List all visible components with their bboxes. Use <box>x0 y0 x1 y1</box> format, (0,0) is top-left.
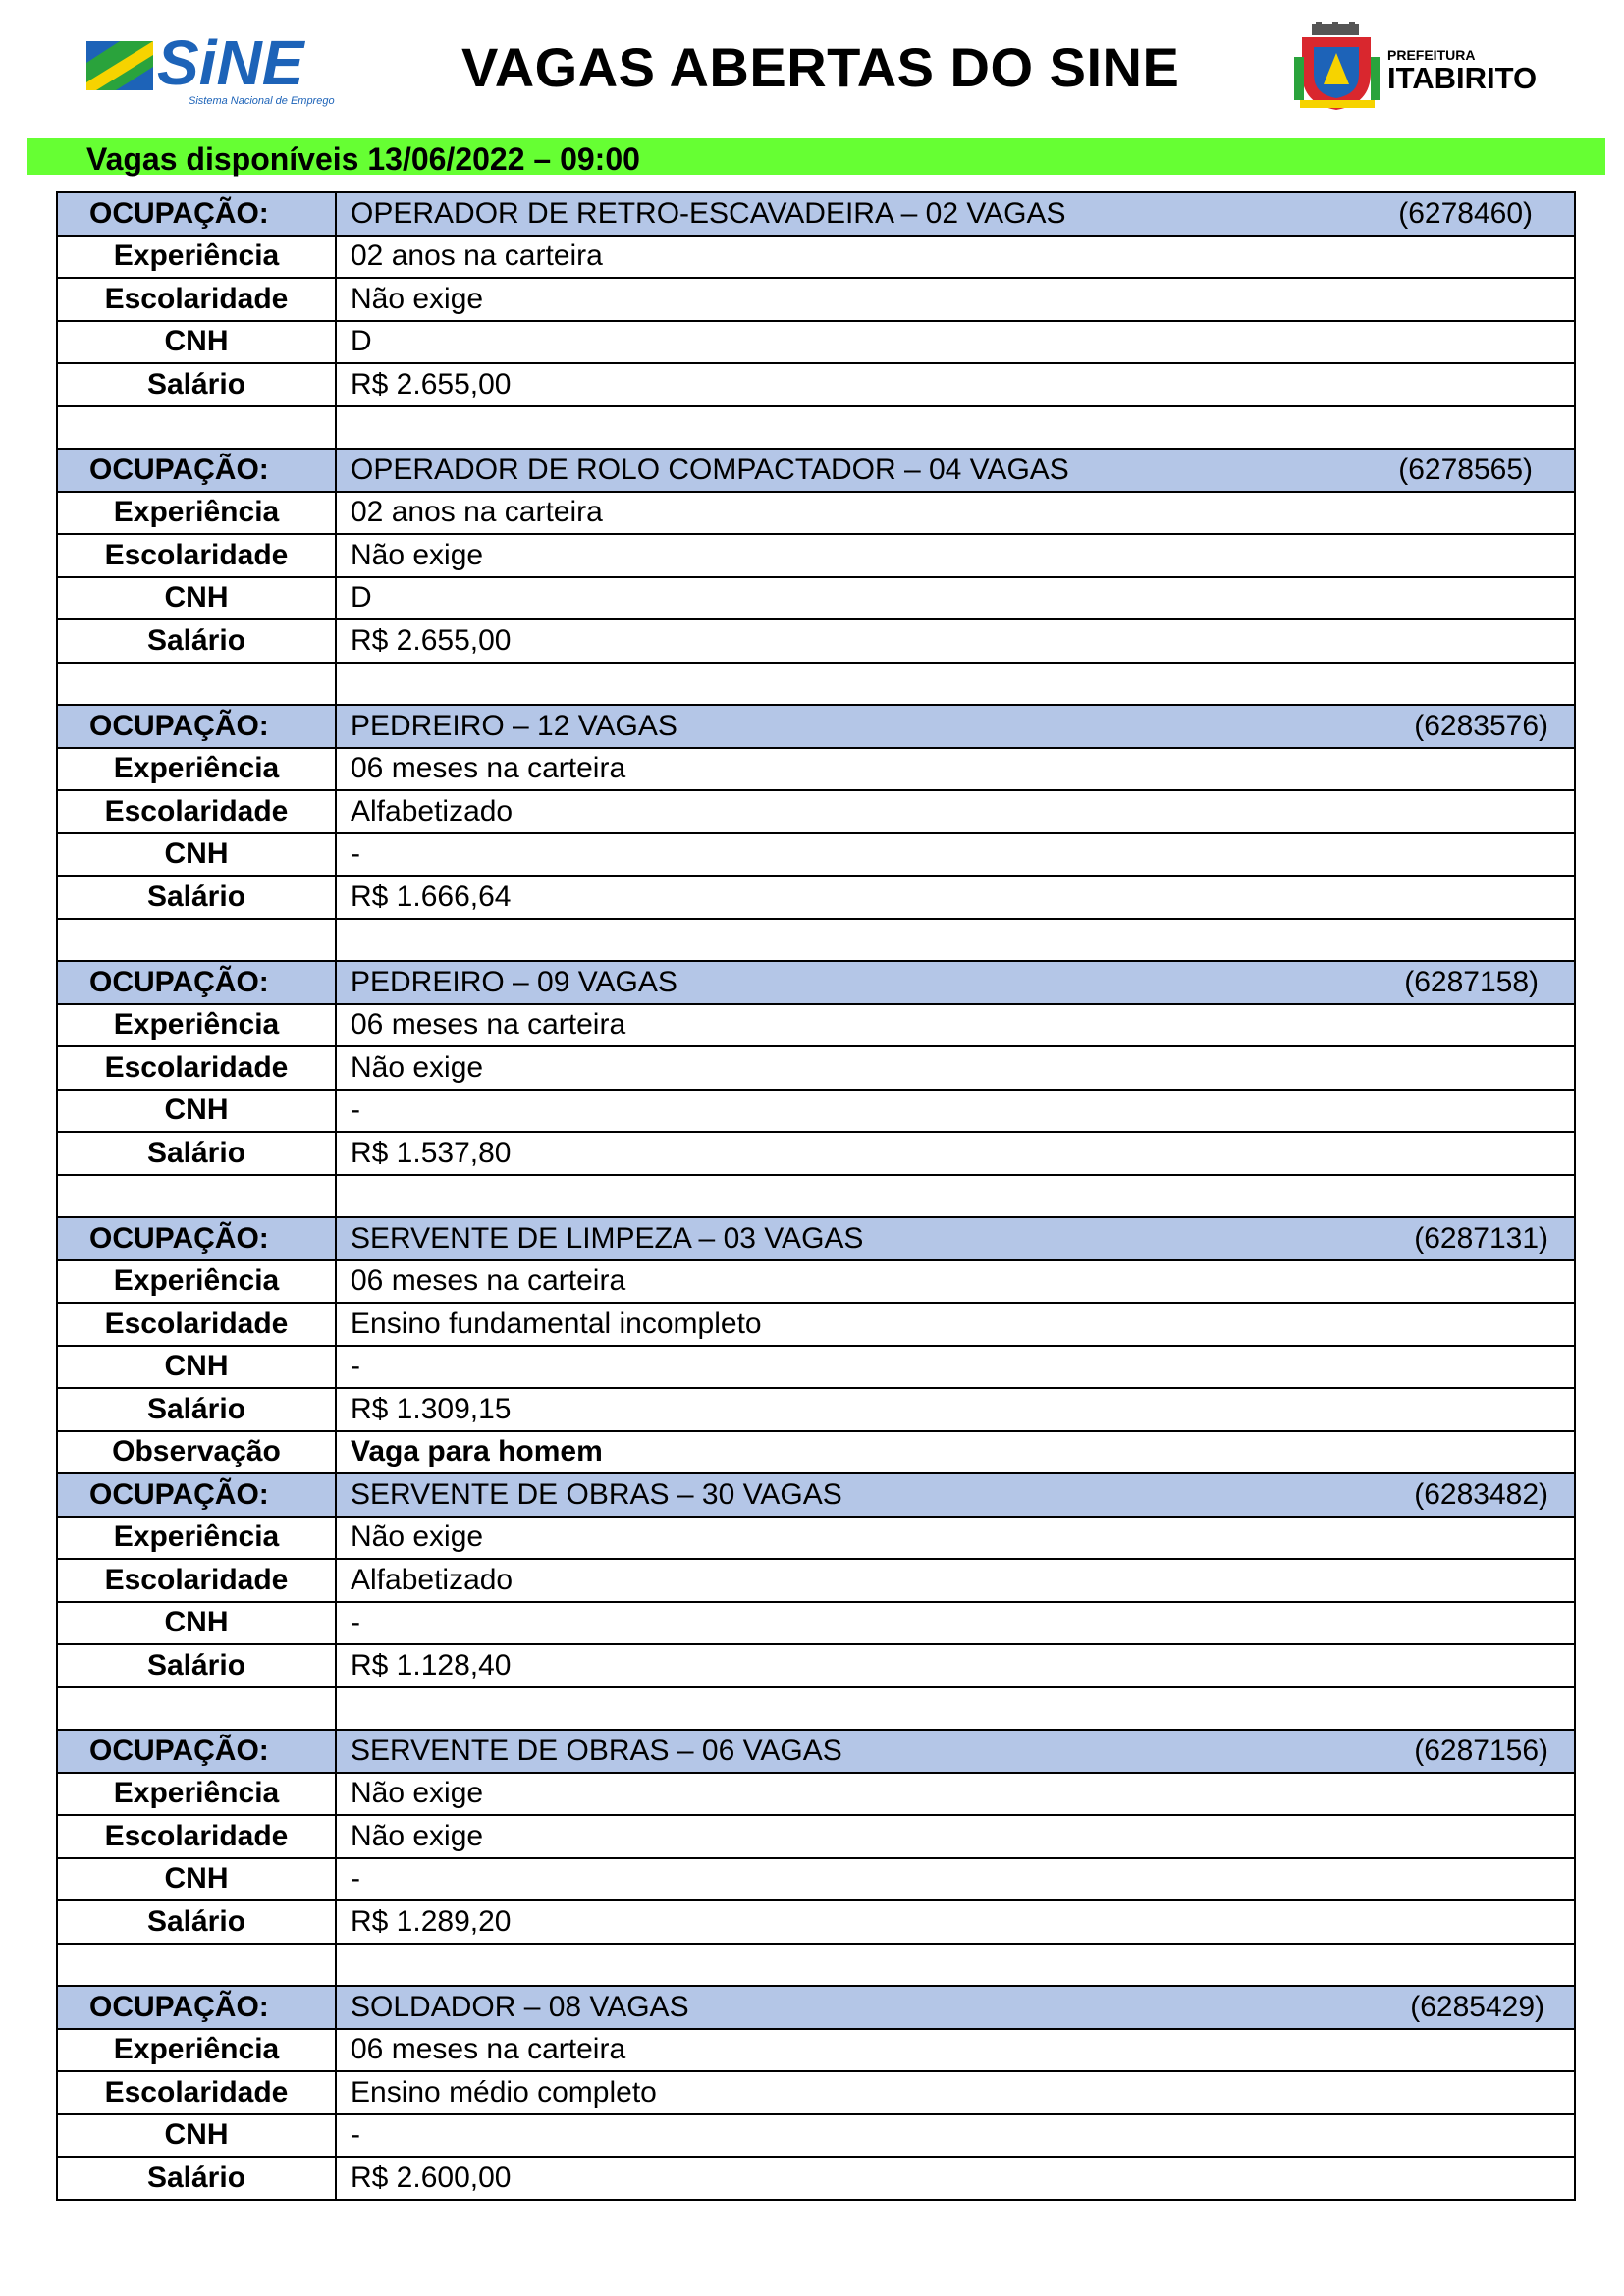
page-header <box>0 0 1624 137</box>
job-occupation-row <box>57 705 1575 748</box>
education-value: Não exige <box>336 1046 1575 1090</box>
education-label: Escolaridade <box>57 534 336 577</box>
job-code: (6287131) <box>1414 1221 1548 1255</box>
cnh-label: CNH <box>57 1090 336 1133</box>
education-label: Escolaridade <box>57 790 336 833</box>
experience-label: Experiência <box>57 236 336 279</box>
prefeitura-logo <box>1294 22 1549 115</box>
job-code: (6283482) <box>1414 1477 1548 1511</box>
job-experience-row <box>57 1517 1575 1560</box>
cnh-label: CNH <box>57 321 336 364</box>
job-cnh-row <box>57 2114 1575 2158</box>
job-salary-row <box>57 1132 1575 1175</box>
job-code: (6287158) <box>1404 965 1539 998</box>
education-label: Escolaridade <box>57 1815 336 1858</box>
education-value: Alfabetizado <box>336 1559 1575 1602</box>
education-value: Alfabetizado <box>336 790 1575 833</box>
education-label: Escolaridade <box>57 2071 336 2114</box>
observation-label: Observação <box>57 1431 336 1474</box>
job-experience-row <box>57 236 1575 279</box>
occupation-cell <box>336 1986 1575 2029</box>
job-salary-row <box>57 876 1575 919</box>
job-observation-row <box>57 1431 1575 1474</box>
salary-label: Salário <box>57 1900 336 1944</box>
occupation-title: PEDREIRO – 09 VAGAS <box>351 965 677 998</box>
job-experience-row <box>57 748 1575 791</box>
experience-label: Experiência <box>57 492 336 535</box>
experience-value: 06 meses na carteira <box>336 2029 1575 2072</box>
occupation-cell <box>336 1473 1575 1517</box>
cnh-value: D <box>336 321 1575 364</box>
sine-logo-text: SiNE <box>157 27 304 98</box>
occupation-cell <box>336 449 1575 492</box>
occupation-label: OCUPAÇÃO: <box>57 1986 336 2029</box>
prefeitura-name: ITABIRITO <box>1387 61 1538 95</box>
spacer-row <box>57 1687 1575 1731</box>
occupation-label: OCUPAÇÃO: <box>57 192 336 236</box>
cnh-value: D <box>336 577 1575 620</box>
salary-value: R$ 2.655,00 <box>336 619 1575 663</box>
job-experience-row <box>57 492 1575 535</box>
job-education-row <box>57 2071 1575 2114</box>
education-label: Escolaridade <box>57 278 336 321</box>
job-occupation-row <box>57 192 1575 236</box>
education-value: Ensino médio completo <box>336 2071 1575 2114</box>
job-cnh-row <box>57 321 1575 364</box>
cnh-value: - <box>336 1090 1575 1133</box>
availability-banner <box>27 138 1605 175</box>
job-cnh-row <box>57 1602 1575 1645</box>
job-cnh-row <box>57 577 1575 620</box>
occupation-title: SERVENTE DE LIMPEZA – 03 VAGAS <box>351 1221 864 1255</box>
job-code: (6278460) <box>1398 196 1533 230</box>
education-value: Não exige <box>336 1815 1575 1858</box>
cnh-label: CNH <box>57 833 336 877</box>
spacer-row <box>57 406 1575 450</box>
job-experience-row <box>57 1260 1575 1304</box>
cnh-value: - <box>336 833 1575 877</box>
sine-logo <box>86 24 371 114</box>
salary-value: R$ 1.289,20 <box>336 1900 1575 1944</box>
cnh-value: - <box>336 1346 1575 1389</box>
occupation-title: SOLDADOR – 08 VAGAS <box>351 1990 689 2023</box>
education-value: Não exige <box>336 278 1575 321</box>
occupation-title: OPERADOR DE ROLO COMPACTADOR – 04 VAGAS <box>351 453 1069 486</box>
job-education-row <box>57 1815 1575 1858</box>
job-occupation-row <box>57 1730 1575 1773</box>
job-code: (6287156) <box>1414 1734 1548 1767</box>
experience-label: Experiência <box>57 1004 336 1047</box>
job-education-row <box>57 278 1575 321</box>
spacer-row <box>57 1175 1575 1218</box>
occupation-label: OCUPAÇÃO: <box>57 1217 336 1260</box>
job-code: (6278565) <box>1398 453 1533 486</box>
job-code: (6283576) <box>1414 709 1548 742</box>
education-label: Escolaridade <box>57 1303 336 1346</box>
spacer-row <box>57 1944 1575 1987</box>
spacer-row <box>57 663 1575 706</box>
prefeitura-label: PREFEITURA <box>1387 47 1476 63</box>
occupation-cell <box>336 192 1575 236</box>
occupation-label: OCUPAÇÃO: <box>57 449 336 492</box>
salary-label: Salário <box>57 876 336 919</box>
job-cnh-row <box>57 1346 1575 1389</box>
salary-label: Salário <box>57 1388 336 1431</box>
education-label: Escolaridade <box>57 1559 336 1602</box>
job-cnh-row <box>57 1090 1575 1133</box>
job-education-row <box>57 790 1575 833</box>
education-value: Não exige <box>336 534 1575 577</box>
job-cnh-row <box>57 833 1575 877</box>
salary-label: Salário <box>57 1132 336 1175</box>
job-code: (6285429) <box>1410 1990 1544 2023</box>
coat-of-arms-icon <box>1294 22 1380 112</box>
cnh-label: CNH <box>57 577 336 620</box>
experience-value: 06 meses na carteira <box>336 748 1575 791</box>
job-salary-row <box>57 619 1575 663</box>
cnh-value: - <box>336 2114 1575 2158</box>
cnh-label: CNH <box>57 1602 336 1645</box>
salary-value: R$ 1.537,80 <box>336 1132 1575 1175</box>
job-experience-row <box>57 1773 1575 1816</box>
salary-label: Salário <box>57 2157 336 2200</box>
banner-text: Vagas disponíveis 13/06/2022 – 09:00 <box>86 141 640 177</box>
experience-value: 02 anos na carteira <box>336 492 1575 535</box>
occupation-label: OCUPAÇÃO: <box>57 1473 336 1517</box>
occupation-title: SERVENTE DE OBRAS – 30 VAGAS <box>351 1477 842 1511</box>
job-education-row <box>57 534 1575 577</box>
experience-value: 06 meses na carteira <box>336 1004 1575 1047</box>
experience-value: Não exige <box>336 1517 1575 1560</box>
job-salary-row <box>57 363 1575 406</box>
job-salary-row <box>57 1644 1575 1687</box>
jobs-table <box>56 191 1576 2201</box>
experience-label: Experiência <box>57 1773 336 1816</box>
job-occupation-row <box>57 961 1575 1004</box>
occupation-label: OCUPAÇÃO: <box>57 705 336 748</box>
salary-value: R$ 1.666,64 <box>336 876 1575 919</box>
salary-value: R$ 2.655,00 <box>336 363 1575 406</box>
page-title: VAGAS ABERTAS DO SINE <box>461 36 1180 98</box>
education-value: Ensino fundamental incompleto <box>336 1303 1575 1346</box>
occupation-title: SERVENTE DE OBRAS – 06 VAGAS <box>351 1734 842 1767</box>
job-education-row <box>57 1559 1575 1602</box>
experience-value: 06 meses na carteira <box>336 1260 1575 1304</box>
experience-label: Experiência <box>57 1517 336 1560</box>
spacer-row <box>57 919 1575 962</box>
occupation-label: OCUPAÇÃO: <box>57 1730 336 1773</box>
job-experience-row <box>57 2029 1575 2072</box>
salary-label: Salário <box>57 619 336 663</box>
occupation-cell <box>336 1730 1575 1773</box>
cnh-label: CNH <box>57 1346 336 1389</box>
job-occupation-row <box>57 449 1575 492</box>
observation-value: Vaga para homem <box>336 1431 1575 1474</box>
occupation-title: OPERADOR DE RETRO-ESCAVADEIRA – 02 VAGAS <box>351 196 1066 230</box>
job-cnh-row <box>57 1858 1575 1901</box>
occupation-title: PEDREIRO – 12 VAGAS <box>351 709 677 742</box>
sine-logo-subtitle: Sistema Nacional de Emprego <box>189 95 335 107</box>
job-salary-row <box>57 1900 1575 1944</box>
cnh-value: - <box>336 1858 1575 1901</box>
experience-label: Experiência <box>57 2029 336 2072</box>
experience-label: Experiência <box>57 1260 336 1304</box>
occupation-cell <box>336 1217 1575 1260</box>
cnh-value: - <box>336 1602 1575 1645</box>
job-occupation-row <box>57 1217 1575 1260</box>
experience-value: Não exige <box>336 1773 1575 1816</box>
job-experience-row <box>57 1004 1575 1047</box>
job-salary-row <box>57 1388 1575 1431</box>
salary-value: R$ 2.600,00 <box>336 2157 1575 2200</box>
salary-label: Salário <box>57 1644 336 1687</box>
cnh-label: CNH <box>57 2114 336 2158</box>
occupation-cell <box>336 961 1575 1004</box>
job-occupation-row <box>57 1986 1575 2029</box>
education-label: Escolaridade <box>57 1046 336 1090</box>
experience-label: Experiência <box>57 748 336 791</box>
experience-value: 02 anos na carteira <box>336 236 1575 279</box>
salary-label: Salário <box>57 363 336 406</box>
salary-value: R$ 1.309,15 <box>336 1388 1575 1431</box>
job-salary-row <box>57 2157 1575 2200</box>
job-occupation-row <box>57 1473 1575 1517</box>
occupation-label: OCUPAÇÃO: <box>57 961 336 1004</box>
job-education-row <box>57 1303 1575 1346</box>
salary-value: R$ 1.128,40 <box>336 1644 1575 1687</box>
cnh-label: CNH <box>57 1858 336 1901</box>
occupation-cell <box>336 705 1575 748</box>
job-education-row <box>57 1046 1575 1090</box>
